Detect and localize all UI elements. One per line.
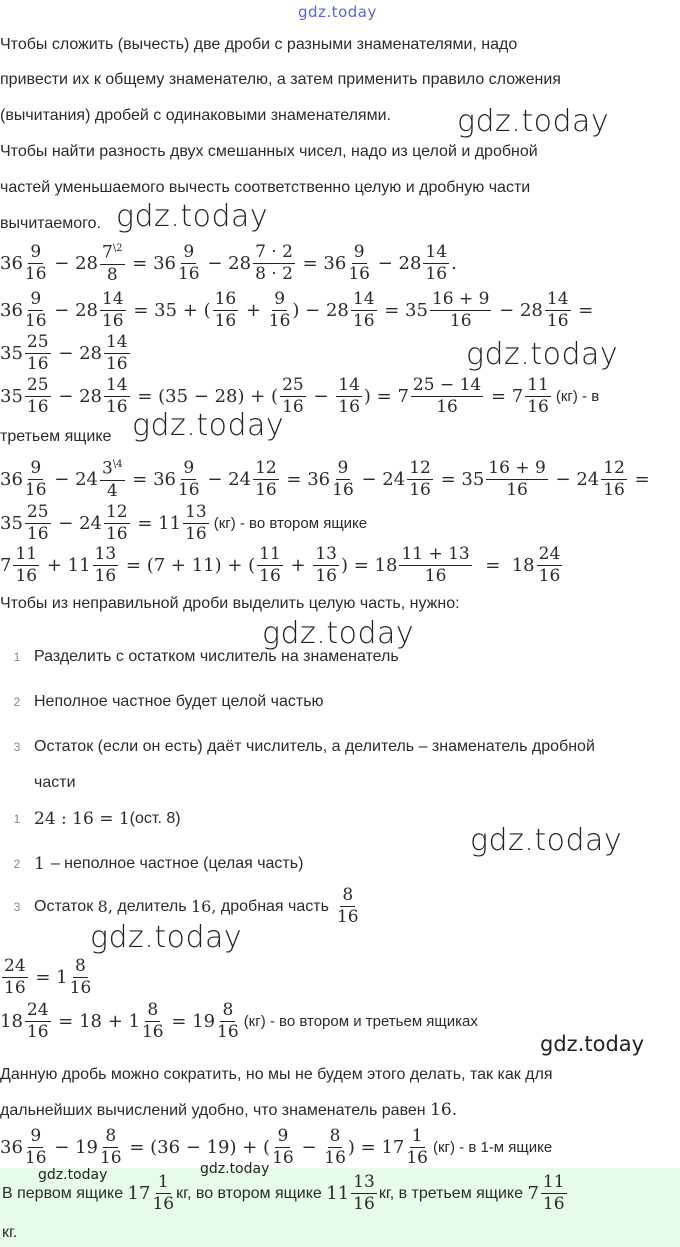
step-value: 16, xyxy=(190,897,217,916)
watermark: gdz.today xyxy=(466,337,619,372)
watermark: gdz.today xyxy=(116,199,269,234)
watermark: gdz.today xyxy=(540,1032,645,1056)
unit-label: (кг) - в xyxy=(555,388,600,405)
watermark: gdz.today xyxy=(132,408,285,443)
list-number: 2 xyxy=(13,857,21,871)
third-box-label: третьем ящике xyxy=(0,428,112,445)
step-expression: 1 xyxy=(34,854,45,874)
answer-text: кг, во втором ящике xyxy=(176,1184,322,1202)
list-item xyxy=(0,738,595,756)
list-number: 3 xyxy=(13,899,21,914)
step-text: (ост. 8) xyxy=(129,810,181,827)
paragraph-line: частей уменьшаемого вычесть соответственно целую и дробную части xyxy=(0,179,531,196)
list-text: части xyxy=(34,774,76,791)
watermark: gdz.today xyxy=(470,823,623,858)
step-expression: 24 : 16 = 1 xyxy=(34,809,130,829)
watermark: gdz.today xyxy=(200,1161,270,1177)
equation-second-box: 36 9 16 − 24 $3^{\backslash 4}$ 4 = 36 9 16 − 24 12 16 = 36 9 16 − 24 12 16 = 35 16 + 9 16 − 24 12 16 = xyxy=(0,458,650,501)
work-step xyxy=(0,809,181,829)
watermark: gdz.today xyxy=(262,616,415,651)
paragraph-text: дальнейших вычислений удобно, что знаменатель равен xyxy=(0,1102,426,1119)
work-step: 3 Остаток 8, делитель 16, дробная часть 8 16 xyxy=(0,887,361,926)
list-number: 3 xyxy=(13,740,21,754)
watermark-top: gdz.today xyxy=(298,3,377,21)
list-item xyxy=(0,693,324,711)
unit-label: (кг) - во втором ящике xyxy=(213,515,368,532)
answer-text: В первом ящике xyxy=(2,1184,124,1202)
equation-sum: 7 11 16 + 11 13 16 = (7 + 11) + ( 11 16 + 13 16 ) = 18 11 + 13 16 = 18 24 16 xyxy=(0,544,561,586)
equation-third-box: 35 25 16 − 28 14 16 = (35 − 28) + ( 25 16 − 14 16 ) = 7 25 − 14 16 = 7 11 16 (кг) - в xyxy=(0,375,600,417)
list-number: 1 xyxy=(13,650,21,664)
equation-second-third: 18 24 16 = 18 + 1 8 16 = 19 8 16 (кг) - во втором и третьем ящиках xyxy=(0,1000,478,1042)
paragraph-line: (вычитания) дробей с одинаковыми знаменателями. xyxy=(0,107,391,124)
list-text: Неполное частное будет целой частью xyxy=(34,693,324,710)
answer-line: В первом ящике 17 1 16 кг, во втором ящике 11 13 16 кг, в третьем ящике 7 11 16 xyxy=(2,1172,565,1214)
watermark: gdz.today xyxy=(457,104,610,139)
paragraph-value: 16. xyxy=(430,1100,458,1120)
work-step xyxy=(0,854,303,874)
equation-common-denominator: 36 9 16 − 28 $7^{\backslash 2}$ 8 = 36 9 16 − 28 7 · 2 8 · 2 = 36 9 16 − 28 14 16 . xyxy=(0,242,457,285)
list-number: 2 xyxy=(13,695,21,709)
unit-label: (кг) - в 1-м ящике xyxy=(432,1139,553,1156)
paragraph-line: Чтобы сложить (вычесть) две дроби с разными знаменателями, надо xyxy=(0,36,518,53)
paragraph-line: привести их к общему знаменателю, а затем применить правило сложения xyxy=(0,71,561,88)
equation-borrow-result: 35 25 16 − 28 14 16 xyxy=(0,332,128,374)
list-item xyxy=(0,774,76,792)
list-text: Остаток (если он есть) даёт числитель, а делитель – знаменатель дробной xyxy=(34,738,595,755)
step-text: дробная часть xyxy=(220,897,329,915)
watermark: gdz.today xyxy=(90,920,243,955)
answer-text: кг. xyxy=(2,1224,18,1241)
list-item xyxy=(0,648,399,666)
watermark: gdz.today xyxy=(38,1167,108,1183)
step-text: Остаток xyxy=(34,897,94,915)
answer-text: кг, в третьем ящике xyxy=(378,1184,523,1202)
paragraph-line: Данную дробь можно сократить, но мы не будем этого делать, так как для xyxy=(0,1066,553,1083)
paragraph-line: Чтобы из неправильной дроби выделить целую часть, нужно: xyxy=(0,595,460,612)
step-text: делитель xyxy=(117,897,187,915)
unit-label: (кг) - во втором и третьем ящиках xyxy=(243,1013,478,1030)
list-number: 1 xyxy=(13,812,21,826)
step-text: – неполное частное (целая часть) xyxy=(50,855,304,872)
equation-improper: 24 16 = 1 8 16 xyxy=(4,956,92,998)
paragraph-line xyxy=(0,1100,457,1120)
equation-second-box-result: 35 25 16 − 24 12 16 = 11 13 16 (кг) - во втором ящике xyxy=(0,502,368,544)
equation-first-box: 36 9 16 − 19 8 16 = (36 − 19) + ( 9 16 − 8 16 ) = 17 1 16 (кг) - в 1-м ящике xyxy=(0,1126,553,1168)
list-text: Разделить с остатком числитель на знаменатель xyxy=(34,648,399,665)
paragraph-line: вычитаемого. xyxy=(0,215,101,232)
paragraph-line: Чтобы найти разность двух смешанных чисел, надо из целой и дробной xyxy=(0,143,538,160)
equation-borrow: 36 9 16 − 28 14 16 = 35 + ( 16 16 + 9 16 ) − 28 14 16 = 35 16 + 9 16 − 28 14 16 = xyxy=(0,289,594,331)
step-value: 8, xyxy=(97,897,113,916)
